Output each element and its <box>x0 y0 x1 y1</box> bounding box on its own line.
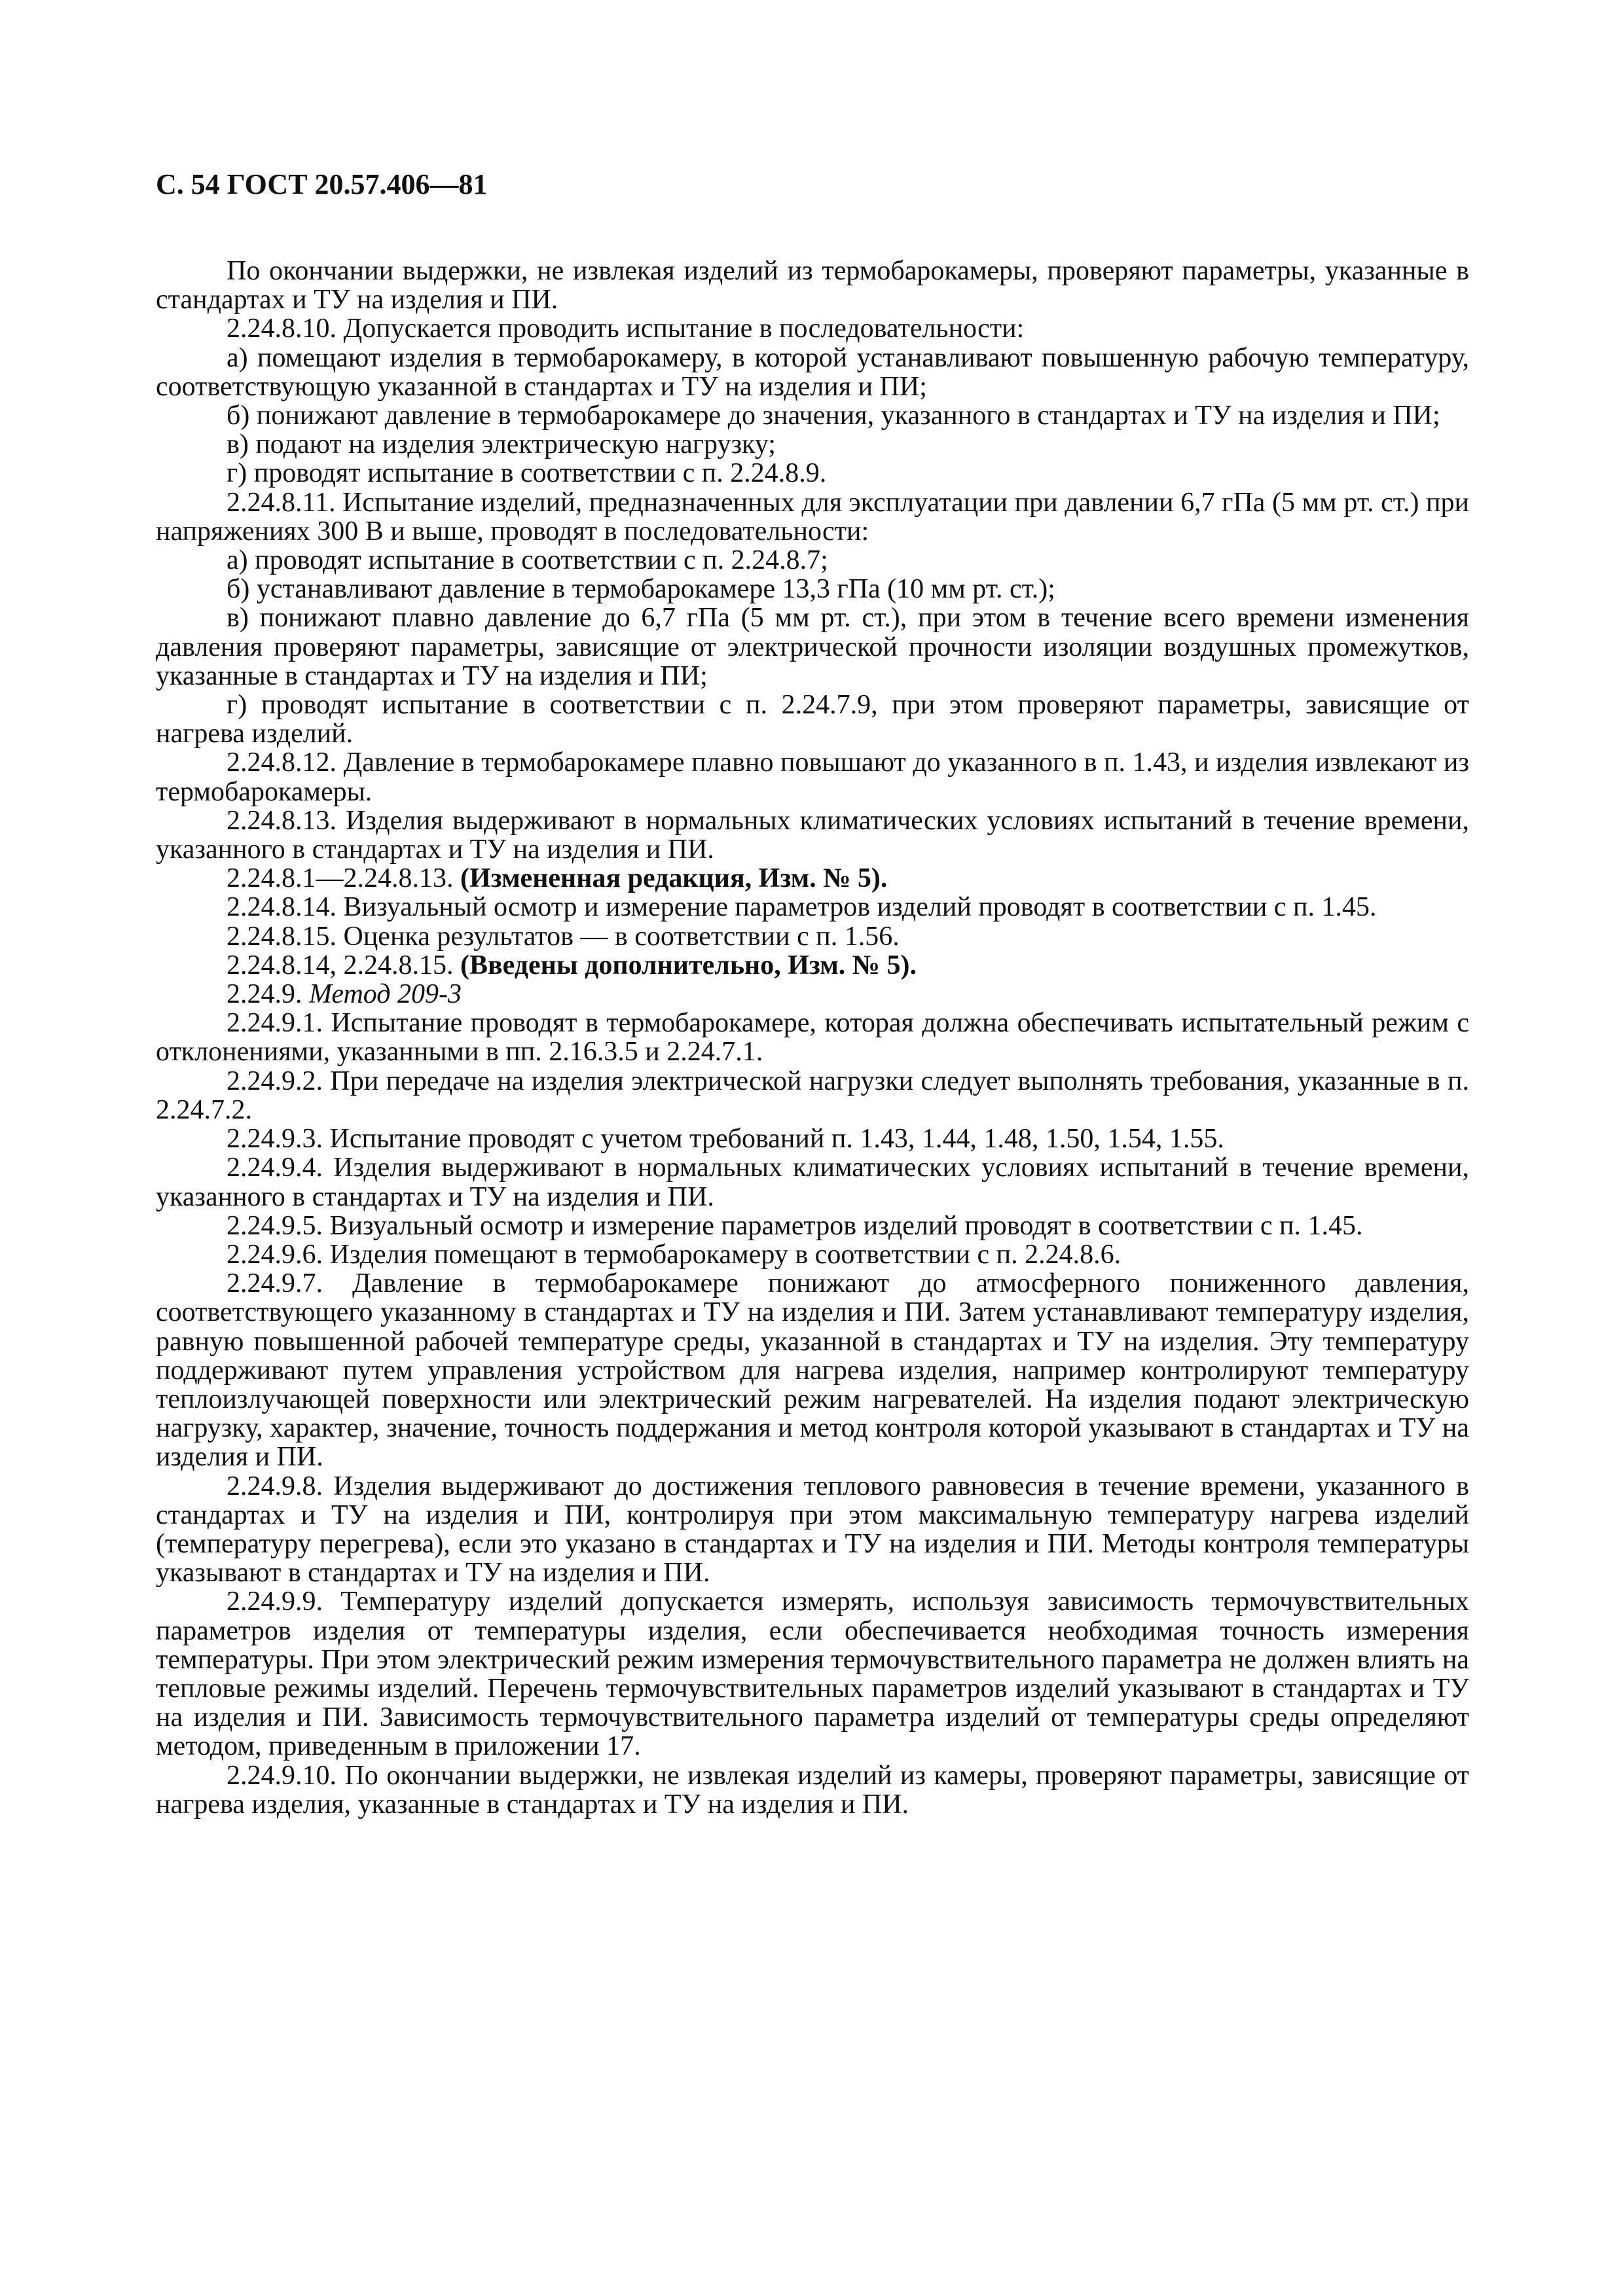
page-header: С. 54 ГОСТ 20.57.406—81 <box>156 168 488 200</box>
paragraph: 2.24.8.12. Давление в термобарокамере плавно повышают до указанного в п. 1.43, и изделия извлекают из термобарокамеры. <box>156 747 1469 807</box>
amendment-note: 2.24.8.1—2.24.8.13. (Измененная редакция, Изм. № 5). <box>227 863 888 894</box>
amendment-note-bold: (Измененная редакция, Изм. № 5). <box>460 863 888 894</box>
paragraph: 2.24.9.1. Испытание проводят в термобарокамере, которая должна обеспечивать испытательный режим с отклонениями, указанными в пп. 2.16.3.5 и 2.24.7.1. <box>156 1008 1469 1067</box>
paragraph: 2.24.8.15. Оценка результатов — в соответствии с п. 1.56. <box>227 921 900 952</box>
paragraph: б) понижают давление в термобарокамере до значения, указанного в стандартах и ТУ на изделия и ПИ; <box>227 401 1440 431</box>
paragraph: 2.24.9.7. Давление в термобарокамере понижают до атмосферного пониженного давления, соответствующего указанному в стандартах и ТУ на изделия и ПИ. Затем устанавливают температуру изделия, равную повышенной рабочей температуре среды, указанной в стандартах и ТУ на изделия. Эту температуру поддерживают путем управления устройством для нагрева изделия, например контролируют температуру теплоизлучающей поверхности или электрический режим нагревателей. На изделия подают электрическую нагрузку, характер, значение, точность поддержания и метод контроля которой указывают в стандартах и ТУ на изделия и ПИ. <box>156 1268 1469 1473</box>
paragraph: а) проводят испытание в соответствии с п. 2.24.8.7; <box>227 545 828 576</box>
paragraph: 2.24.9.5. Визуальный осмотр и измерение параметров изделий проводят в соответствии с п. 1.45. <box>227 1210 1363 1241</box>
section-heading: 2.24.9. Метод 209-3 <box>227 979 462 1010</box>
paragraph: г) проводят испытание в соответствии с п. 2.24.7.9, при этом проверяют параметры, зависящие от нагрева изделий. <box>156 690 1469 749</box>
paragraph: 2.24.9.8. Изделия выдерживают до достижения теплового равновесия в течение времени, указанного в стандартах и ТУ на изделия и ПИ, контролируя при этом максимальную температуру нагрева изделий (температуру перегрева), если это указано в стандартах и ТУ на изделия и ПИ. Методы контроля температуры указывают в стандартах и ТУ на изделия и ПИ. <box>156 1471 1469 1588</box>
paragraph: 2.24.9.2. При передаче на изделия электрической нагрузки следует выполнять требования, указанные в п. 2.24.7.2. <box>156 1066 1469 1125</box>
paragraph: в) понижают плавно давление до 6,7 гПа (5 мм рт. ст.), при этом в течение всего времени изменения давления проверяют параметры, зависящие от электрической прочности изоляции воздушных промежутков, указанные в стандартах и ТУ на изделия и ПИ; <box>156 603 1469 691</box>
paragraph: 2.24.9.3. Испытание проводят с учетом требований п. 1.43, 1.44, 1.48, 1.50, 1.54, 1.55. <box>227 1124 1224 1155</box>
paragraph: 2.24.9.9. Температуру изделий допускается измерять, используя зависимость термочувствительных параметров изделия от температуры изделия, если обеспечивается необходимая точность измерения температуры. При этом электрический режим измерения термочувствительного параметра не должен влиять на тепловые режимы изделий. Перечень термочувствительных параметров изделий указывают в стандартах и ТУ на изделия и ПИ. Зависимость термочувствительного параметра изделий от температуры среды определяют методом, приведенным в приложении 17. <box>156 1587 1469 1762</box>
paragraph: 2.24.8.10. Допускается проводить испытание в последовательности: <box>227 314 1025 344</box>
paragraph: 2.24.8.13. Изделия выдерживают в нормальных климатических условиях испытаний в течение времени, указанного в стандартах и ТУ на изделия и ПИ. <box>156 805 1469 865</box>
amendment-note: 2.24.8.14, 2.24.8.15. (Введены дополнительно, Изм. № 5). <box>227 950 917 980</box>
paragraph: 2.24.9.6. Изделия помещают в термобарокамеру в соответствии с п. 2.24.8.6. <box>227 1239 1122 1270</box>
paragraph: г) проводят испытание в соответствии с п. 2.24.8.9. <box>227 458 827 489</box>
paragraph: 2.24.8.11. Испытание изделий, предназначенных для эксплуатации при давлении 6,7 гПа (5 мм рт. ст.) при напряжениях 300 В и выше, проводят в последовательности: <box>156 487 1469 547</box>
paragraph: а) помещают изделия в термобарокамеру, в которой устанавливают повышенную рабочую температуру, соответствующую указанной в стандартах и ТУ на изделия и ПИ; <box>156 342 1469 402</box>
paragraph: в) подают на изделия электрическую нагрузку; <box>227 429 776 460</box>
paragraph: 2.24.9.10. По окончании выдержки, не извлекая изделий из камеры, проверяют параметры, зависящие от нагрева изделия, указанные в стандартах и ТУ на изделия и ПИ. <box>156 1760 1469 1820</box>
method-title: Метод 209-3 <box>309 979 462 1010</box>
document-page <box>156 165 1469 1819</box>
paragraph: По окончании выдержки, не извлекая изделий из термобарокамеры, проверяют параметры, указанные в стандартах и ТУ на изделия и ПИ. <box>156 256 1469 315</box>
amendment-note-bold: (Введены дополнительно, Изм. № 5). <box>460 950 917 980</box>
paragraph: 2.24.9.4. Изделия выдерживают в нормальных климатических условиях испытаний в течение времени, указанного в стандартах и ТУ на изделия и ПИ. <box>156 1153 1469 1212</box>
paragraph: б) устанавливают давление в термобарокамере 13,3 гПа (10 мм рт. ст.); <box>227 574 1055 605</box>
paragraph: 2.24.8.14. Визуальный осмотр и измерение параметров изделий проводят в соответствии с п. 1.45. <box>227 892 1377 923</box>
document-body <box>156 257 1469 1819</box>
